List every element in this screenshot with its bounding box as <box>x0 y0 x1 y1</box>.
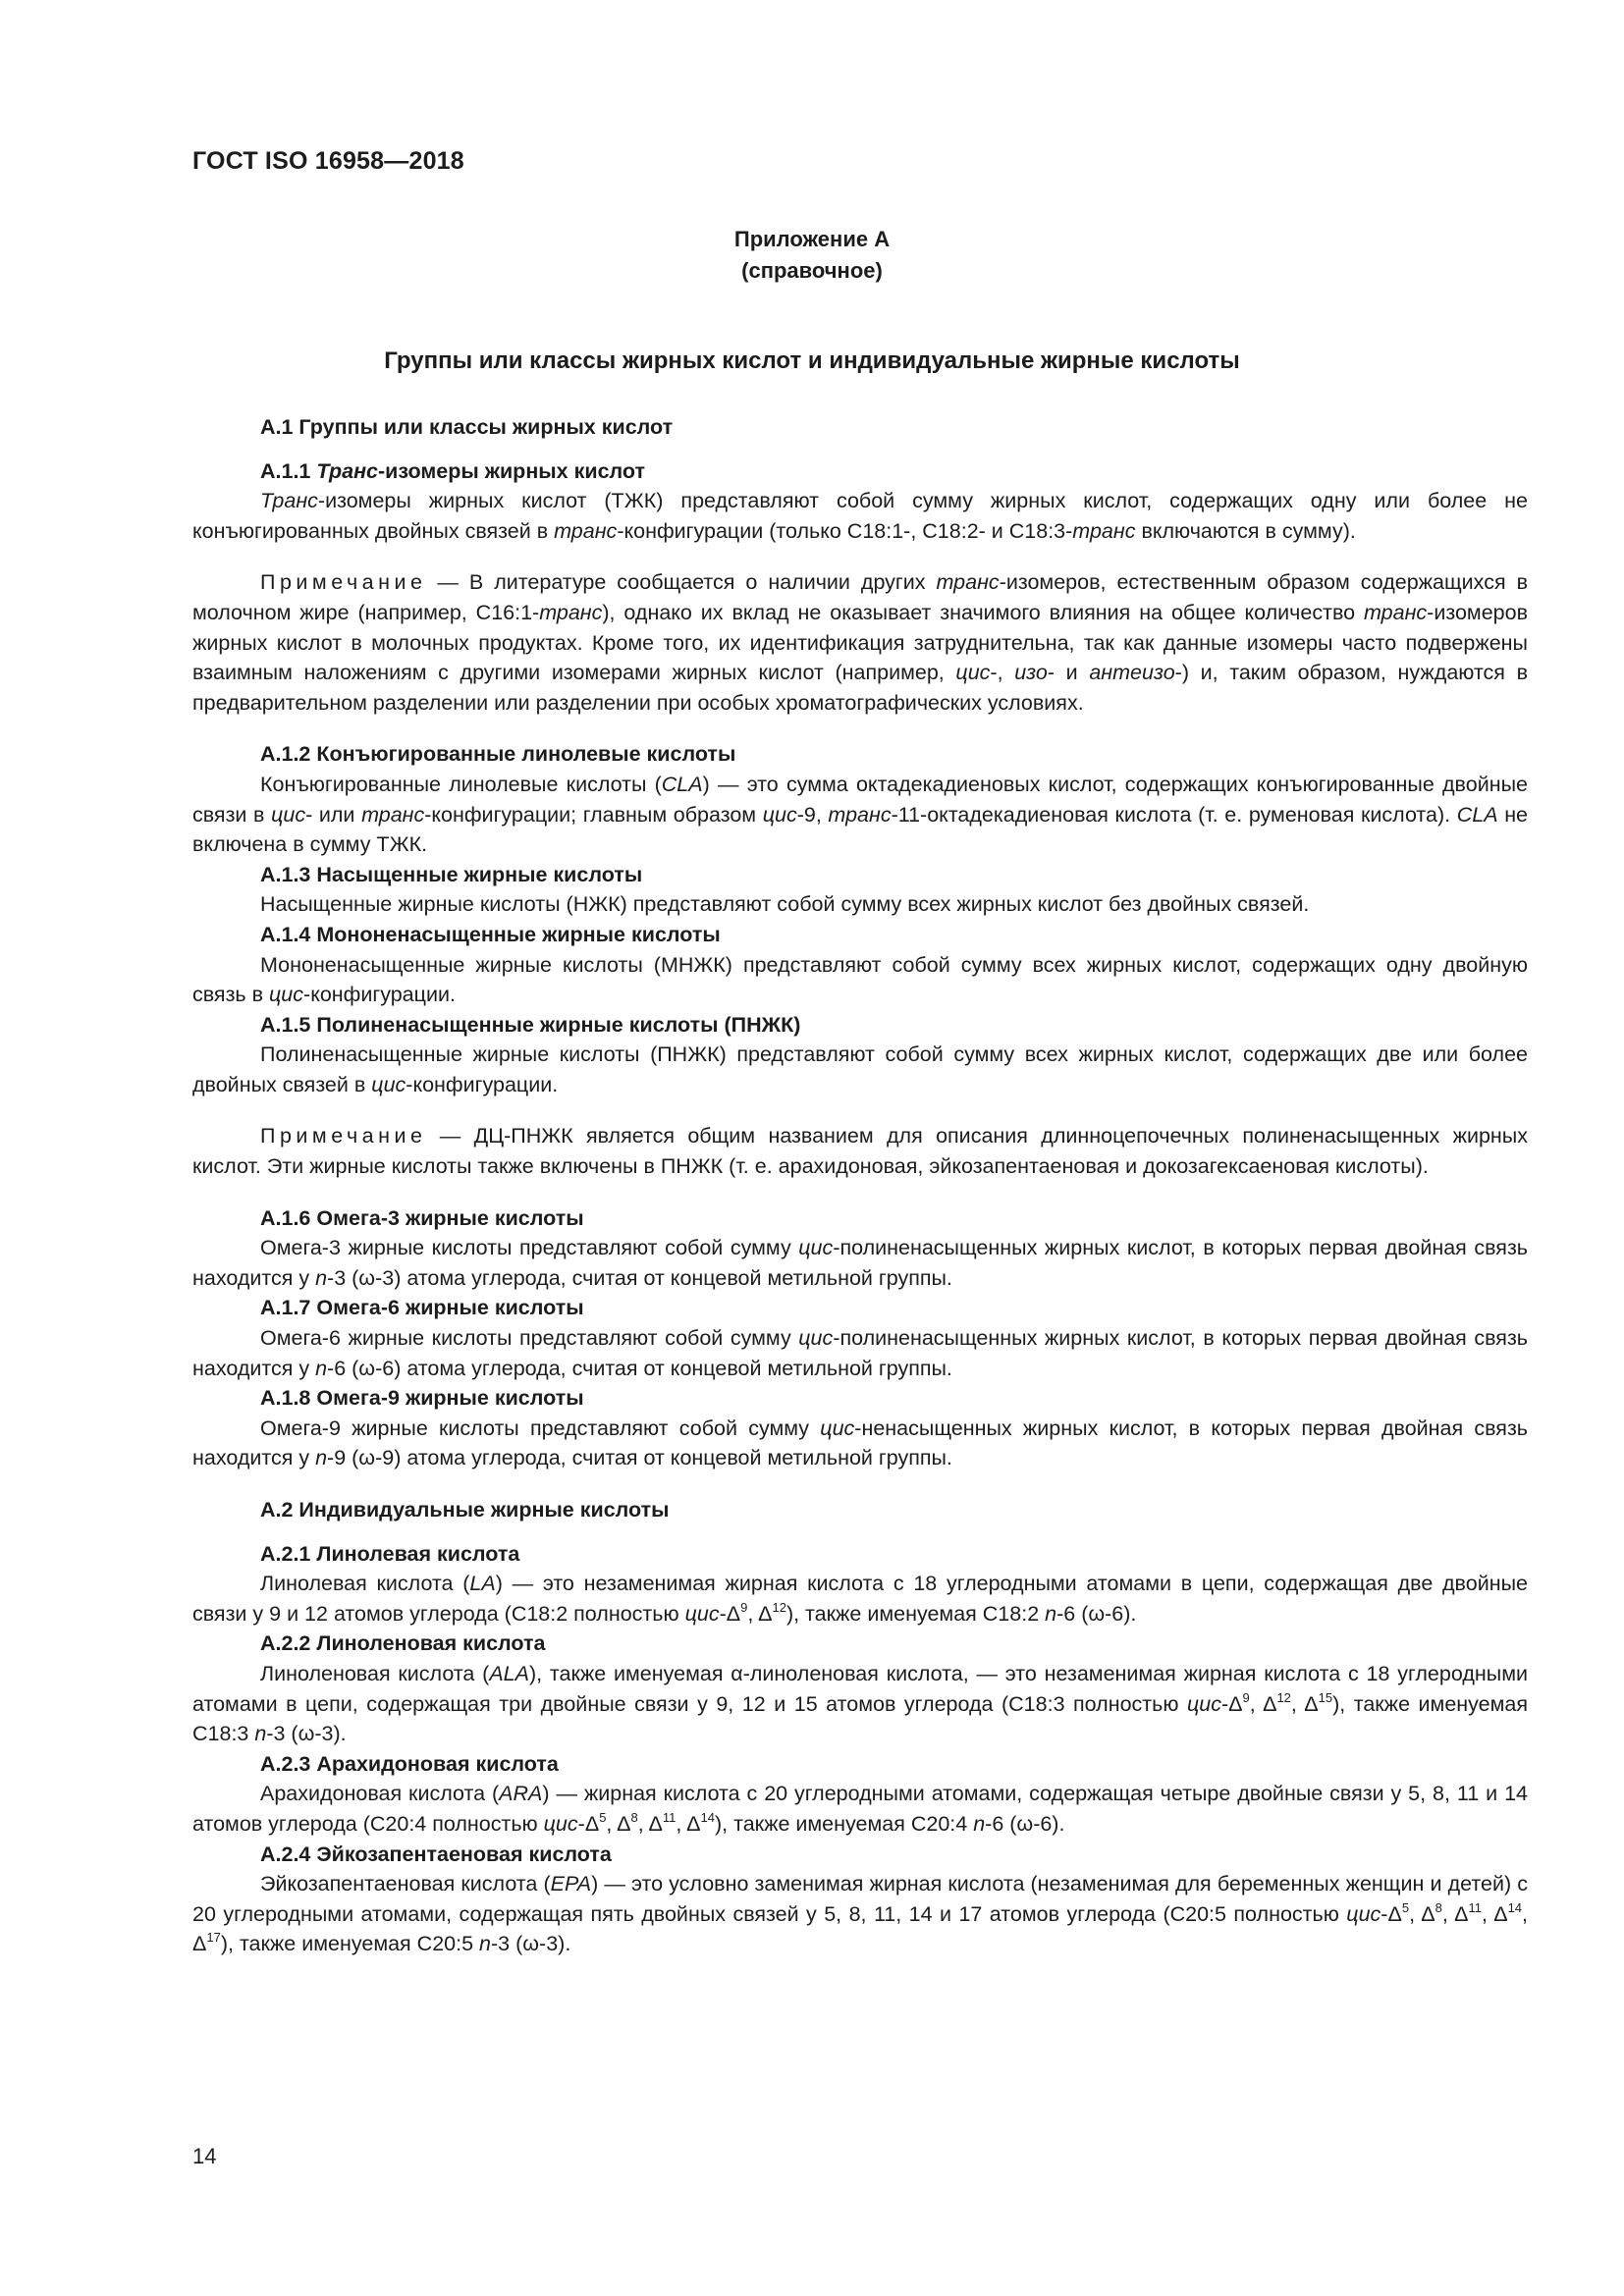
italic-term: транс <box>828 802 892 827</box>
text-run: -6 (ω-6). <box>1056 1601 1137 1626</box>
italic-term: транс <box>554 518 618 543</box>
text-run: , Δ <box>192 1901 1529 1956</box>
text-run: — В литературе сообщается о наличии других <box>426 570 937 595</box>
text-run: - или <box>305 802 362 827</box>
text-run: -3 (ω-3). <box>491 1932 571 1956</box>
standard-designation: ГОСТ ISO 16958—2018 <box>192 147 464 175</box>
paragraph <box>192 1233 1528 1293</box>
superscript: 8 <box>630 1809 638 1825</box>
text-run: -9, <box>796 802 829 827</box>
italic-term: n <box>479 1932 491 1956</box>
text-run: Омега-6 жирные кислоты представляют собой сумму <box>260 1326 799 1351</box>
text-run: -9 (ω-9) атома углерода, считая от концевой метильной группы. <box>327 1446 952 1470</box>
section-heading-a1: А.1 Группы или классы жирных кислот <box>260 415 674 439</box>
paragraph <box>192 770 1528 860</box>
superscript: 15 <box>1318 1689 1333 1705</box>
text-run: ) — жирная кислота с 20 углеродными атомами, содержащая четыре двойные связи у 5, 8, 11 и 14 атомов углерода (С20:4 полностью <box>192 1782 1528 1836</box>
italic-term: n <box>973 1811 986 1836</box>
italic-term: цис <box>271 802 306 827</box>
italic-term: цис <box>684 1601 720 1626</box>
superscript: 9 <box>1242 1689 1250 1705</box>
italic-term: транс <box>936 570 1000 595</box>
italic-term: цис <box>798 1236 834 1260</box>
italic-term: цис <box>1187 1691 1222 1716</box>
text-run: — ДЦ-ПНЖК является общим названием для описания длинноцепочечных полиненасыщенных жирных кислот. Эти жирные кислоты также включены в ПНЖК (т. е. арахидоновая, эйкозапентаеновая и докозагексаеновая кислоты). <box>192 1124 1528 1179</box>
subsection-heading-a12: А.1.2 Конъюгированные линолевые кислоты <box>260 742 736 767</box>
note <box>192 1121 1528 1181</box>
superscript: 9 <box>740 1599 748 1615</box>
paragraph <box>192 1869 1528 1959</box>
superscript: 5 <box>599 1809 607 1825</box>
text-run: ), также именуемая α-линоленовая кислота, — это незаменимая жирная кислота с 18 углеродными атомами в цепи, содержащая три двойные связи у 9, 12 и 15 атомов углерода (С18:3 полностью <box>192 1661 1528 1716</box>
text-run: -Δ <box>1380 1901 1402 1926</box>
text-run: Арахидоновая кислота ( <box>260 1782 500 1806</box>
text-run: , Δ <box>1290 1691 1319 1716</box>
italic-term: антеизо <box>1089 661 1175 685</box>
italic-term: Транс <box>260 489 318 513</box>
text-run: -изомеров, естественным образом содержащихся в молочном жире (например, С16:1- <box>192 570 1528 624</box>
text-run: -Δ <box>1221 1691 1243 1716</box>
appendix-heading <box>0 224 1624 287</box>
italic-term: цис <box>543 1811 578 1836</box>
text-run: -3 (ω-3) атома углерода, считая от концевой метильной группы. <box>327 1265 952 1290</box>
subsection-heading-a21: А.2.1 Линолевая кислота <box>260 1541 520 1566</box>
text-run: -конфигурации. <box>406 1072 559 1096</box>
text-run: Линоленовая кислота ( <box>260 1661 490 1685</box>
text-run: включаются в сумму). <box>1135 518 1356 543</box>
text-run: - и <box>1047 661 1090 685</box>
italic-term: цис <box>371 1072 406 1096</box>
italic-term: n <box>315 1446 328 1470</box>
text-run: -изомеров жирных кислот в молочных продуктах. Кроме того, их идентификация затруднительна, так как данные изомеры часто подвержены взаимным наложениям с другими изомерами жирных кислот (например, <box>192 600 1528 685</box>
subsection-heading-a18: А.1.8 Омега-9 жирные кислоты <box>260 1386 584 1411</box>
text-run: , Δ <box>1481 1901 1508 1926</box>
page-number: 14 <box>192 2144 217 2168</box>
appendix-type: (справочное) <box>741 258 883 283</box>
text-run: , Δ <box>606 1811 631 1836</box>
subsection-heading-a24: А.2.4 Эйкозапентаеновая кислота <box>260 1842 612 1866</box>
text-run: , Δ <box>1441 1901 1469 1926</box>
section-heading-a2: А.2 Индивидуальные жирные кислоты <box>260 1498 670 1522</box>
italic-term: транс <box>361 802 425 827</box>
paragraph <box>192 486 1528 546</box>
appendix-title: Группы или классы жирных кислот и индивидуальные жирные кислоты <box>384 347 1240 374</box>
superscript: 8 <box>1435 1899 1442 1915</box>
text-run: Конъюгированные линолевые кислоты ( <box>260 772 662 796</box>
body-text <box>192 412 1528 1959</box>
subsection-heading-a16: А.1.6 Омега-3 жирные кислоты <box>260 1205 584 1230</box>
text-run: -Δ <box>719 1601 741 1626</box>
subsection-heading-a22: А.2.2 Линоленовая кислота <box>260 1631 546 1656</box>
text-run: -) и, таким образом, нуждаются в предварительном разделении или разделении при особых хроматографических условиях. <box>192 661 1529 715</box>
italic-term: ALA <box>489 1661 529 1685</box>
text-run: -конфигурации; главным образом <box>424 802 763 827</box>
text-run: ), однако их вклад не оказывает значимого влияния на общее количество <box>602 600 1364 624</box>
text-run: ) — это сумма октадекадиеновых кислот, содержащих конъюгированные двойные связи в <box>192 772 1528 827</box>
superscript: 12 <box>772 1599 786 1615</box>
text-run: -11-октадекадиеновая кислота (т. е. руменовая кислота). <box>891 802 1457 827</box>
text-run: , Δ <box>676 1811 701 1836</box>
subsection-heading-a11: А.1.1 Транс-изомеры жирных кислот <box>260 458 646 483</box>
text-run: -ненасыщенных жирных кислот, в которых первая двойная связь находится у <box>192 1415 1529 1470</box>
italic-term: цис <box>820 1415 855 1440</box>
italic-term: изо <box>1014 661 1048 685</box>
text-run: , Δ <box>1249 1691 1277 1716</box>
text-run: , Δ <box>1409 1901 1435 1926</box>
text-run: -полиненасыщенных жирных кислот, в которых первая двойная связь находится у <box>192 1236 1528 1290</box>
paragraph <box>192 1040 1528 1099</box>
superscript: 14 <box>1507 1899 1523 1915</box>
paragraph <box>192 1569 1528 1629</box>
text-run: -конфигурации. <box>303 983 456 1007</box>
appendix-label: Приложение А <box>733 227 891 251</box>
subsection-heading-a13: А.1.3 Насыщенные жирные кислоты <box>260 862 643 886</box>
text-run: ) — это незаменимая жирная кислота с 18 углеродными атомами в цепи, содержащая две двойные связи у 9 и 12 атомов углерода (С18:2 полностью <box>192 1572 1528 1626</box>
paragraph <box>192 1779 1528 1839</box>
italic-term: транс <box>1072 518 1136 543</box>
superscript: 11 <box>1468 1899 1482 1915</box>
text-run: -6 (ω-6). <box>985 1811 1065 1836</box>
italic-term: цис <box>955 661 991 685</box>
italic-term: цис <box>798 1326 834 1351</box>
italic-term: транс <box>539 600 603 624</box>
superscript: 11 <box>662 1809 677 1825</box>
subsection-heading-a17: А.1.7 Омега-6 жирные кислоты <box>260 1296 584 1320</box>
text-run: ), также именуемая С18:3 <box>192 1691 1529 1746</box>
text-run: -Δ <box>577 1811 600 1836</box>
subsection-heading-a14: А.1.4 Мононенасыщенные жирные кислоты <box>260 922 721 946</box>
text-run: ), также именуемая С18:2 <box>785 1601 1046 1626</box>
superscript: 5 <box>1401 1899 1410 1915</box>
text-run: Эйкозапентаеновая кислота ( <box>260 1872 551 1896</box>
paragraph <box>192 889 1528 920</box>
note <box>192 567 1528 718</box>
italic-term: транс <box>1364 600 1428 624</box>
italic-term: n <box>315 1356 328 1380</box>
superscript: 12 <box>1276 1689 1291 1705</box>
text-run: -, <box>990 661 1015 685</box>
subsection-heading-a15: А.1.5 Полиненасыщенные жирные кислоты (ПНЖК) <box>260 1012 801 1037</box>
superscript: 14 <box>700 1809 715 1825</box>
text-run: Мононенасыщенные жирные кислоты (МНЖК) представляют собой сумму всех жирных кислот, содержащих одну двойную связь в <box>192 952 1528 1007</box>
italic-term: n <box>254 1722 267 1746</box>
text-run: -конфигурации (только С18:1-, С18:2- и С18:3- <box>617 518 1073 543</box>
text-run: ) — это условно заменимая жирная кислота (незаменимая для беременных женщин и детей) с 20 углеродными атомами, содержащая пять двойных связей у 5, 8, 11, 14 и 17 атомов углерода (С20:5 полностью <box>192 1872 1528 1926</box>
superscript: 17 <box>206 1930 221 1946</box>
italic-term: ARA <box>499 1782 543 1806</box>
text-run: -6 (ω-6) атома углерода, считая от концевой метильной группы. <box>327 1356 952 1380</box>
italic-term: цис <box>1346 1901 1381 1926</box>
text-run: Полиненасыщенные жирные кислоты (ПНЖК) представляют собой сумму всех жирных кислот, содержащих две или более двойных связей в <box>192 1042 1528 1096</box>
paragraph <box>192 1659 1528 1749</box>
text-run: ), также именуемая С20:5 <box>220 1932 480 1956</box>
italic-term: CLA <box>1456 802 1498 827</box>
italic-term: цис <box>269 983 304 1007</box>
text-run: Линолевая кислота ( <box>260 1572 470 1596</box>
text-run: Омега-9 жирные кислоты представляют собой сумму <box>260 1415 821 1440</box>
italic-term: цис <box>762 802 797 827</box>
text-run: -изомеры жирных кислот (ТЖК) представляют собой сумму жирных кислот, содержащих одну или более не конъюгированных двойных связей в <box>192 489 1528 543</box>
text-run: Омега-3 жирные кислоты представляют собой сумму <box>260 1236 799 1260</box>
text-run: -полиненасыщенных жирных кислот, в которых первая двойная связь находится у <box>192 1326 1528 1380</box>
italic-term: n <box>315 1265 328 1290</box>
italic-term: LA <box>469 1572 496 1596</box>
note-label: Примечание <box>260 1124 427 1148</box>
italic-term: n <box>1045 1601 1057 1626</box>
subsection-heading-a23: А.2.3 Арахидоновая кислота <box>260 1751 559 1776</box>
text-run: -3 (ω-3). <box>266 1722 347 1746</box>
note-label: Примечание <box>260 570 427 595</box>
paragraph <box>192 1414 1528 1473</box>
paragraph <box>192 1323 1528 1383</box>
text-run: ), также именуемая С20:4 <box>715 1811 974 1836</box>
text-run: Насыщенные жирные кислоты (НЖК) представляют собой сумму всех жирных кислот без двойных связей. <box>260 892 1310 917</box>
text-run: , Δ <box>747 1601 773 1626</box>
italic-term: CLA <box>661 772 703 796</box>
text-run: , Δ <box>637 1811 663 1836</box>
italic-term: EPA <box>550 1872 592 1896</box>
text-run: не включена в сумму ТЖК. <box>192 802 1529 857</box>
paragraph <box>192 950 1528 1010</box>
